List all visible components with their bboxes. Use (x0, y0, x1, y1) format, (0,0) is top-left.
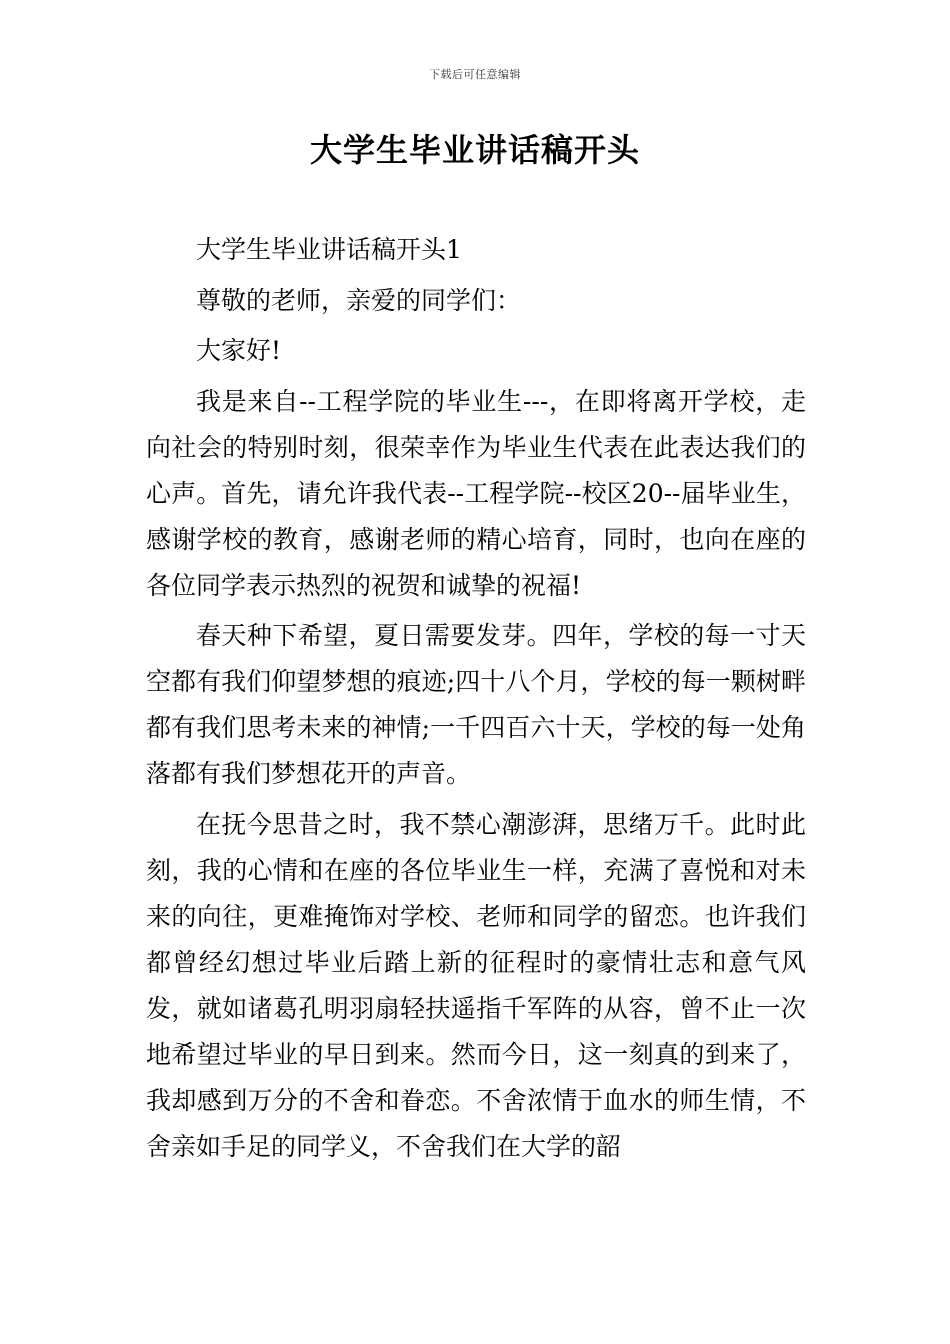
document-title: 大学生毕业讲话稿开头 (309, 131, 640, 169)
header-note: 下载后可任意编辑 (429, 68, 521, 81)
paragraph: 在抚今思昔之时，我不禁心潮澎湃，思绪万千。此时此刻，我的心情和在座的各位毕业生一样，充满了喜悦和对未来的向往，更难掩饰对学校、老师和同学的留恋。也许我们都曾经幻想过毕业后踏上新的征程时的豪情壮志和意气风发，就如诸葛孔明羽扇轻扶遥指千军阵的从容，曾不止一次地希望过毕业的早日到来。然而今日，这一刻真的到来了，我却感到万分的不舍和眷恋。不舍浓情于血水的师生情，不舍亲如手足的同学义，不舍我们在大学的韶 (146, 809, 806, 1161)
paragraph-subtitle: 大学生毕业讲话稿开头1 (196, 235, 462, 264)
paragraph: 我是来自--工程学院的毕业生---，在即将离开学校，走向社会的特别时刻，很荣幸作为毕业生代表在此表达我们的心声。首先，请允许我代表--工程学院--校区20--届毕业生，感谢学校的教育，感谢老师的精心培育，同时，也向在座的各位同学表示热烈的祝贺和诚挚的祝福! (146, 386, 806, 600)
paragraph: 春天种下希望，夏日需要发芽。四年，学校的每一寸天空都有我们仰望梦想的痕迹;四十八个月，学校的每一颗树畔都有我们思考未来的神情;一千四百六十天，学校的每一处角落都有我们梦想花开的声音。 (146, 621, 806, 788)
paragraph-greeting: 大家好! (196, 336, 282, 365)
paragraph-salutation: 尊敬的老师，亲爱的同学们： (196, 285, 522, 315)
document-body (146, 227, 806, 1174)
